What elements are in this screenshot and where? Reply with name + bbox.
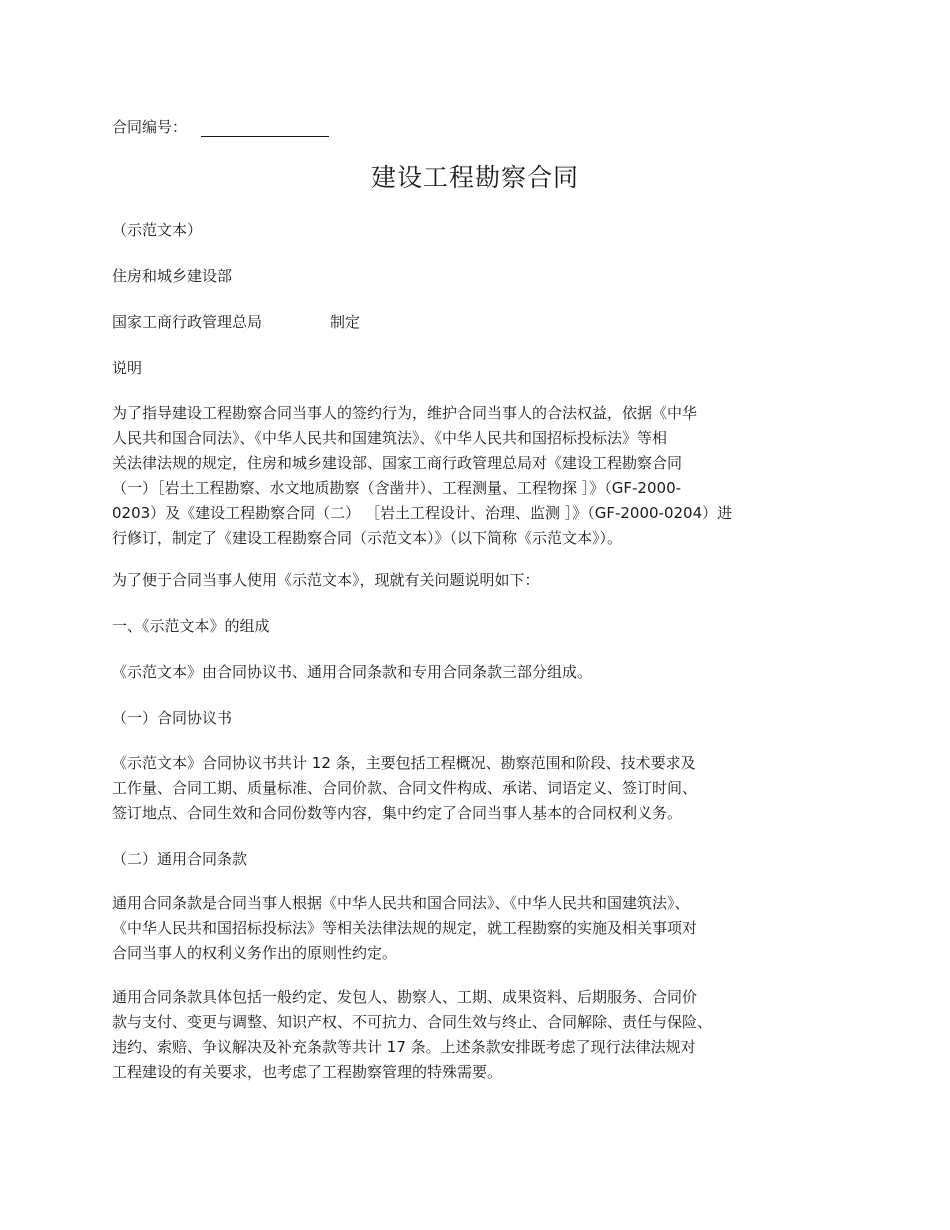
contract-number-row [112,117,329,137]
issuer-made-label: 制定 [330,313,361,331]
paragraph-line: 0203）及《建设工程勘察合同（二） ［岩土工程设计、治理、监测 ］》（GF-2000-0204）进 [112,504,733,522]
paragraph-line: 通用合同条款具体包括一般约定、发包人、勘察人、工期、成果资料、后期服务、合同价 [112,988,698,1006]
sub2-heading: （二）通用合同条款 [112,850,248,868]
part1-text: 《示范文本》由合同协议书、通用合同条款和专用合同条款三部分组成。 [112,663,593,681]
document-title: 建设工程勘察合同 [370,163,579,192]
paragraph-line: 签订地点、合同生效和合同份数等内容，集中约定了合同当事人基本的合同权利义务。 [112,804,683,822]
intro-paragraph [112,401,842,551]
paragraph-line: 通用合同条款是合同当事人根据《中华人民共和国合同法》、《中华人民共和国建筑法》、 [112,894,690,912]
sub2-paragraph-details [112,985,842,1085]
paragraph-line: 工作量、合同工期、质量标准、合同价款、合同文件构成、承诺、词语定义、签订时间、 [112,779,698,797]
paragraph-line: 为了指导建设工程勘察合同当事人的签约行为，维护合同当事人的合法权益，依据《中华 [112,404,698,422]
issuer-row [112,312,360,332]
sub1-heading: （一）合同协议书 [112,709,233,727]
paragraph-line: 违约、索赔、争议解决及补充条款等共计 17 条。上述条款安排既考虑了现行法律法规对 [112,1038,696,1056]
document-subtitle: （示范文本） [112,221,203,239]
paragraph-line: 款与支付、变更与调整、知识产权、不可抗力、合同生效与终止、合同解除、责任与保险、 [112,1013,713,1031]
issuer-administration: 国家工商行政管理总局 [112,313,263,331]
contract-number-blank [201,120,329,137]
paragraph-line: 行修订，制定了《建设工程勘察合同（示范文本）》（以下简称《示范文本》）。 [112,529,623,547]
sub1-paragraph [112,751,842,826]
part1-heading: 一、《示范文本》的组成 [112,617,270,635]
paragraph-line: 关法律法规的规定，住房和城乡建设部、国家工商行政管理总局对《建设工程勘察合同 [112,454,683,472]
paragraph-line: 合同当事人的权利义务作出的原则性约定。 [112,944,398,962]
sub2-paragraph [112,891,842,966]
paragraph-line: 工程建设的有关要求，也考虑了工程勘察管理的特殊需要。 [112,1063,503,1081]
purpose-statement: 为了便于合同当事人使用《示范文本》，现就有关问题说明如下： [112,571,540,589]
paragraph-line: 人民共和国合同法》、《中华人民共和国建筑法》、《中华人民共和国招标投标法》等相 [112,429,668,447]
issuer-ministry: 住房和城乡建设部 [112,267,233,285]
contract-number-label: 合同编号： [112,118,188,136]
paragraph-line: 《示范文本》合同协议书共计 12 条，主要包括工程概况、勘察范围和阶段、技术要求及 [112,754,696,772]
section-heading-explanation: 说明 [112,359,143,377]
paragraph-line: 《中华人民共和国招标投标法》等相关法律法规的规定，就工程勘察的实施及相关事项对 [112,919,698,937]
paragraph-line: （一）［岩土工程勘察、水文地质勘察（含凿井）、工程测量、工程物探 ］》（GF-2000- [112,479,682,497]
